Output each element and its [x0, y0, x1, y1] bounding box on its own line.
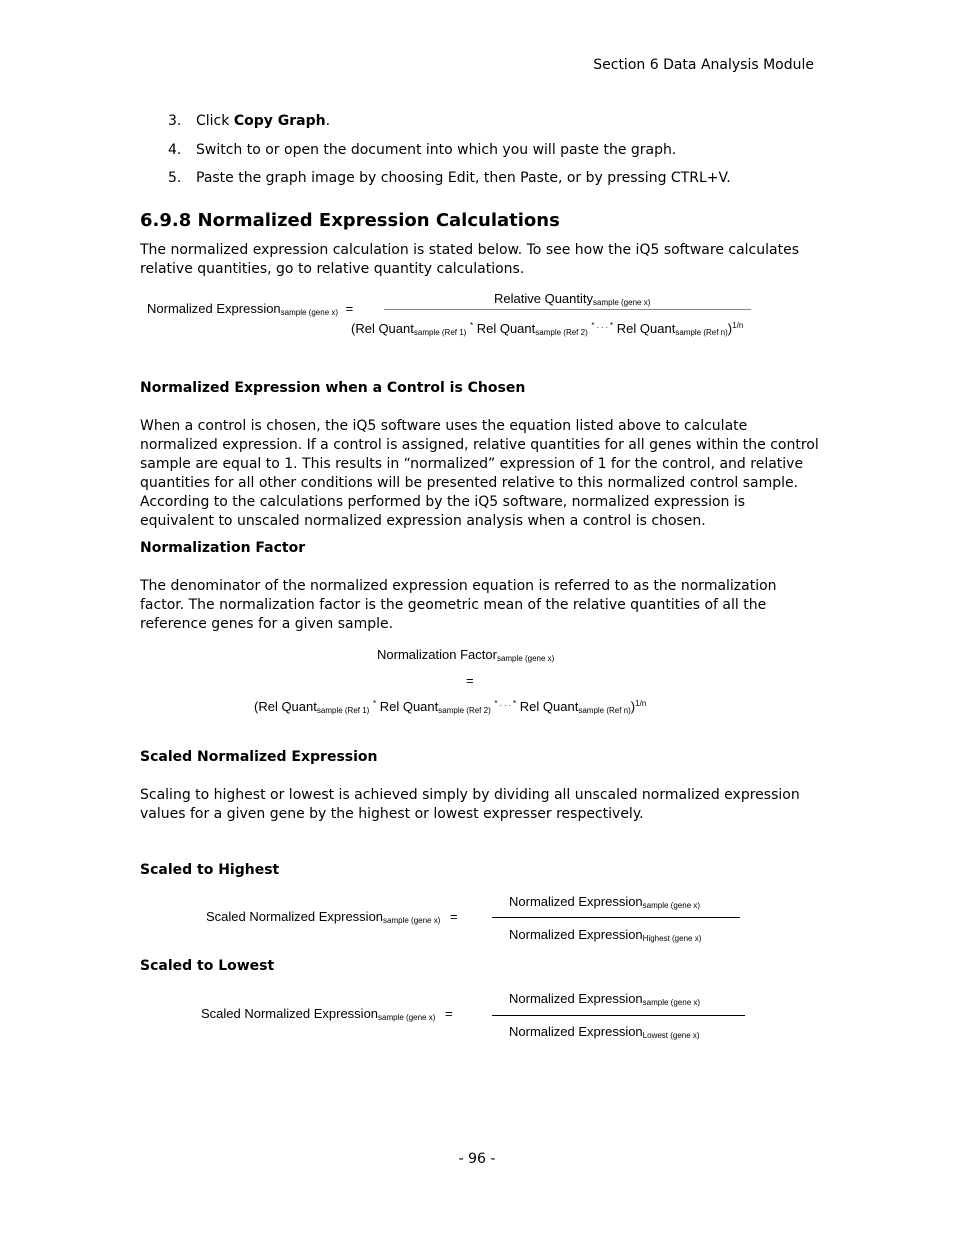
eq2-open: (Rel Quant — [254, 699, 317, 714]
eq4-equals: = — [445, 1006, 453, 1021]
eq1-lhs-sub: sample (gene x) — [280, 308, 339, 317]
step-number: 3. — [168, 113, 182, 129]
eq4-den-sub: Lowest (gene x) — [642, 1031, 700, 1040]
eq2-term2: Rel Quant — [379, 699, 439, 714]
eq3-num-text: Normalized Expression — [509, 894, 643, 909]
eq2-rhs — [254, 699, 646, 715]
eq2-lhs-sub: sample (gene x) — [496, 654, 555, 663]
eq1-equals: = — [345, 301, 354, 316]
eq4-den-text: Normalized Expression — [509, 1024, 643, 1039]
eq1-den-open: (Rel Quant — [351, 321, 414, 336]
eq2-sub3: sample (Ref n) — [578, 706, 631, 715]
eq3-equals: = — [450, 909, 458, 924]
eq1-den-term2: Rel Quant — [476, 321, 536, 336]
eq2-lhs — [377, 647, 554, 663]
step-5 — [168, 170, 731, 186]
eq4-numerator — [509, 991, 700, 1007]
eq2-equals: = — [466, 673, 474, 688]
eq1-den-sub1: sample (Ref 1) — [413, 328, 467, 337]
eq3-numerator — [509, 894, 700, 910]
highest-heading: Scaled to Highest — [140, 862, 280, 878]
eq2-sub1: sample (Ref 1) — [316, 706, 370, 715]
eq2-exponent: 1/n — [635, 699, 647, 708]
eq3-den-text: Normalized Expression — [509, 927, 643, 942]
eq1-numerator — [494, 291, 650, 307]
eq3-denominator — [509, 927, 701, 943]
eq3-fraction-line — [492, 917, 740, 918]
eq1-lhs-text: Normalized Expression — [147, 301, 281, 316]
eq3-lhs-text: Scaled Normalized Expression — [206, 909, 384, 924]
eq1-den-term3: Rel Quant — [616, 321, 676, 336]
eq2-times: * — [372, 699, 377, 708]
step-3 — [168, 113, 330, 129]
eq1-lhs — [147, 301, 353, 317]
eq2-sub2: sample (Ref 2) — [438, 706, 491, 715]
eq1-den-sub2: sample (Ref 2) — [535, 328, 588, 337]
eq3-lhs-sub: sample (gene x) — [383, 916, 441, 925]
eq4-lhs-text: Scaled Normalized Expression — [201, 1006, 379, 1021]
step-number: 4. — [168, 142, 182, 158]
step-4 — [168, 142, 676, 158]
eq4-fraction-line — [492, 1015, 745, 1016]
eq2-lhs-text: Normalization Factor — [377, 647, 497, 662]
eq4-denominator — [509, 1024, 700, 1040]
control-text: When a control is chosen, the iQ5 software uses the equation listed above to calculate normalized expression. If a control is assigned, relative quantities for all genes within the control sample are equal to 1. This results in “normalized” expression of 1 for the control, and relative quantities for all other conditions will be presented relative to this normalized control sample. According to the calculations performed by the iQ5 software, normalized expression is equivalent to unscaled normalized expression analysis when a control is chosen. — [140, 418, 819, 529]
control-heading: Normalized Expression when a Control is Chosen — [140, 380, 526, 396]
eq1-num-sub: sample (gene x) — [593, 298, 651, 307]
step-text: Paste the graph image by choosing Edit, then Paste, or by pressing CTRL+V. — [196, 170, 731, 186]
step-suffix: . — [325, 113, 331, 129]
section-header: Section 6 Data Analysis Module — [593, 57, 814, 73]
eq2-term3: Rel Quant — [519, 699, 579, 714]
eq4-num-text: Normalized Expression — [509, 991, 643, 1006]
eq1-fraction-line — [384, 309, 751, 310]
eq2-close: ) — [630, 699, 636, 714]
page-number: - 96 - — [458, 1151, 496, 1167]
step-text: Click — [196, 113, 234, 129]
eq3-num-sub: sample (gene x) — [642, 901, 701, 910]
section-intro: The normalized expression calculation is stated below. To see how the iQ5 software calculates relative quantities, go to relative quantity calculations. — [140, 242, 799, 277]
eq1-dots: * . . . * — [591, 321, 614, 330]
section-title: 6.9.8 Normalized Expression Calculations — [140, 210, 560, 231]
lowest-heading: Scaled to Lowest — [140, 958, 275, 974]
eq1-denominator — [351, 321, 743, 337]
scaled-heading: Scaled Normalized Expression — [140, 749, 378, 765]
eq1-den-sub3: sample (Ref n) — [675, 328, 728, 337]
eq4-num-sub: sample (gene x) — [642, 998, 701, 1007]
scaled-text: Scaling to highest or lowest is achieved simply by dividing all unscaled normalized expression values for a given gene by the highest or lowest expresser respectively. — [140, 787, 800, 822]
eq3-lhs — [206, 909, 458, 925]
factor-text: The denominator of the normalized expression equation is referred to as the normalization factor. The normalization factor is the geometric mean of the relative quantities of all the reference genes for a given sample. — [140, 578, 777, 632]
eq1-times: * — [469, 321, 474, 330]
step-text: Switch to or open the document into which you will paste the graph. — [196, 142, 677, 158]
step-number: 5. — [168, 170, 182, 186]
factor-heading: Normalization Factor — [140, 540, 306, 556]
eq1-den-close: ) — [727, 321, 733, 336]
eq1-num-text: Relative Quantity — [494, 291, 593, 306]
copy-graph-label: Copy Graph — [233, 113, 326, 129]
eq2-dots: * . . . * — [494, 699, 517, 708]
eq1-exponent: 1/n — [732, 321, 744, 330]
eq4-lhs-sub: sample (gene x) — [378, 1013, 436, 1022]
eq4-lhs — [201, 1006, 453, 1022]
eq3-den-sub: Highest (gene x) — [642, 934, 702, 943]
